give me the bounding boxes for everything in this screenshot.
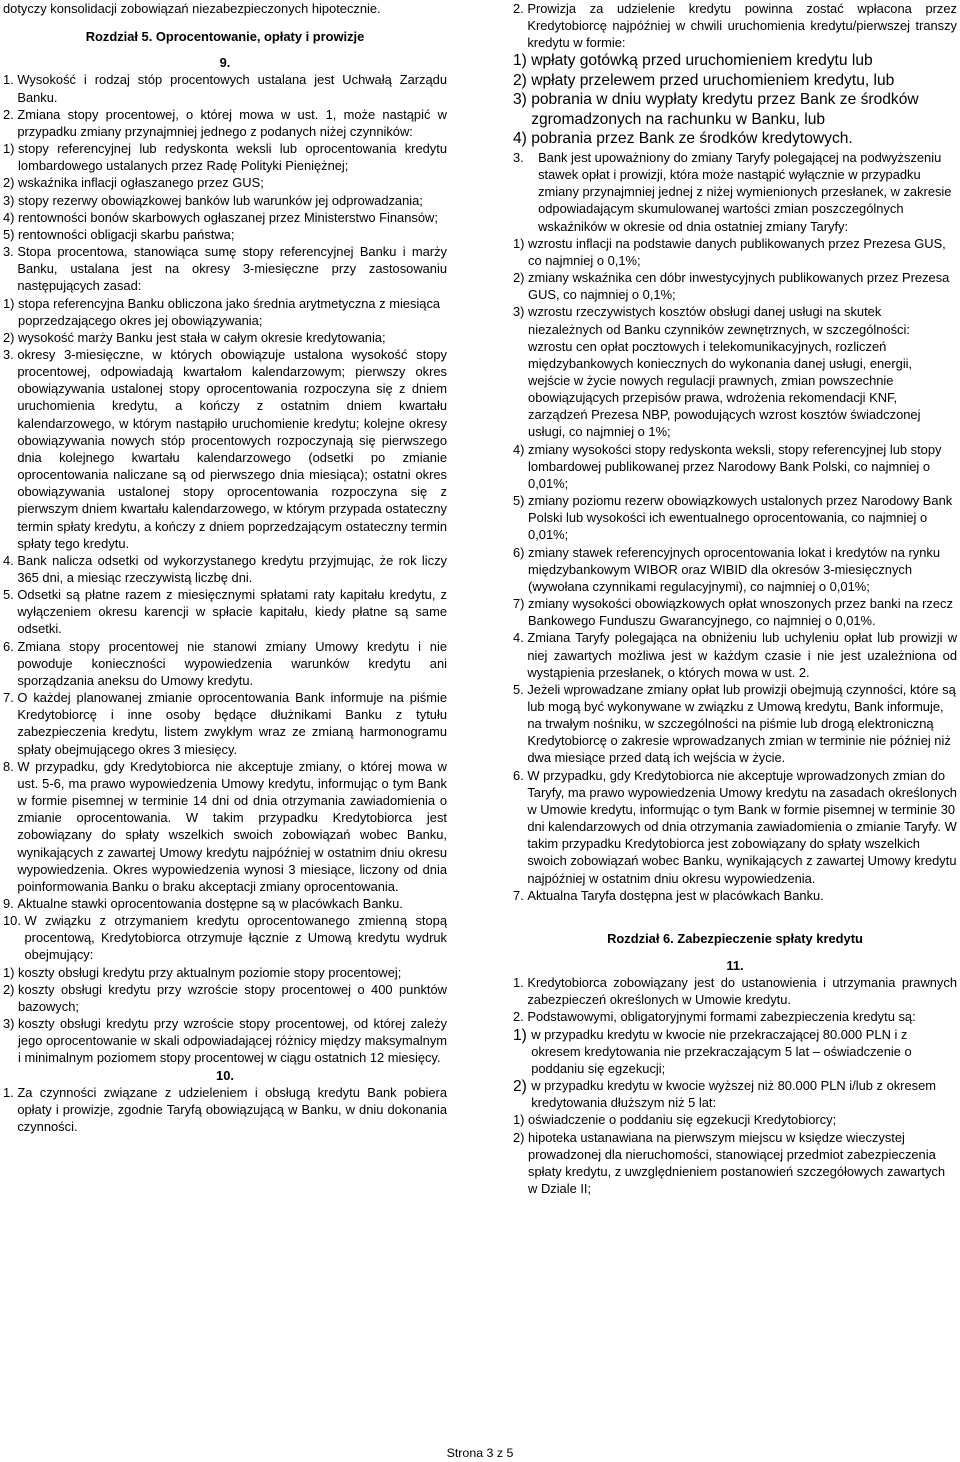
list-item — [3, 964, 447, 981]
item-number: 5) — [3, 226, 19, 242]
item-text: zmiany wskaźnika cen dóbr inwestycyjnych publikowanych przez Prezesa GUS, co najmniej o 0,1%; — [528, 270, 950, 303]
list-item — [513, 544, 957, 595]
item-text: wpłaty gotówką przed uruchomieniem kredytu lub — [531, 52, 873, 70]
item-number: 7) — [513, 596, 529, 612]
item-text: W związku z otrzymaniem kredytu oprocentowanego zmienną stopą procentową, Kredytobiorca otrzymuje łącznie z Umową kredytu wydruk obejmujący: — [24, 913, 447, 963]
item-number: 4) — [513, 130, 532, 148]
item-number: 1) — [513, 1026, 532, 1044]
list-item — [3, 895, 447, 912]
item-text: Bank jest upoważniony do zmiany Taryfy polegającej na podwyższeniu stawek opłat i prowizji, która może nastąpić wyłącznie w przypadku zmiany przynajmniej jednej z niżej wymienionych przesłanek, w zakresie odpowiadającym skumulowanej wartości zmian poszczególnych wskaźników w okresie od dnia ostatniej zmiany Taryfy: — [538, 149, 952, 234]
list-item — [3, 329, 447, 346]
item-number: 1) — [513, 52, 532, 70]
item-number: 7. — [3, 690, 18, 706]
item-text: Stopa procentowa, stanowiąca sumę stopy referencyjnej Banku i marży Banku, ustalana jest na okresy 3-miesięczne przy zastosowaniu następujących zasad: — [17, 244, 447, 294]
list-item — [3, 140, 447, 174]
item-text: pobrania przez Bank ze środków kredytowych. — [531, 130, 853, 148]
item-text: zmiany stawek referencyjnych oprocentowania lokat i kredytów na rynku międzybankowym WIBOR oraz WIBID dla okresów 3-miesięcznych (wywołana czynnikami regulacyjnymi), co najmniej o 0,01%; — [528, 544, 941, 594]
item-number: 2) — [3, 329, 19, 345]
list-item — [513, 492, 957, 543]
list-item — [513, 1026, 957, 1077]
item-text: wysokość marży Banku jest stała w całym okresie kredytowania; — [18, 329, 386, 345]
item-number: 1. — [513, 975, 528, 991]
item-number: 6) — [513, 544, 529, 560]
list-item — [513, 441, 957, 492]
section-heading: 11. — [726, 958, 744, 973]
item-text: koszty obsługi kredytu przy aktualnym poziomie stopy procentowej; — [18, 964, 402, 980]
list-item — [3, 689, 447, 758]
item-text: stopy rezerwy obowiązkowej banków lub warunków jej odprowadzania; — [18, 192, 423, 208]
list-item — [3, 346, 447, 552]
item-number: 3) — [513, 91, 532, 109]
item-number: 2. — [513, 1, 528, 16]
item-number: 1) — [3, 964, 19, 980]
item-text: zmiany wysokości obowiązkowych opłat wnoszonych przez banki na rzecz Bankowego Funduszu Gwarancyjnego, co najmniej o 0,01%. — [528, 596, 953, 629]
item-text: zmiany poziomu rezerw obowiązkowych ustalonych przez Narodowy Bank Polski lub wysokości ich ewentualnego oprocentowania, co najmniej o 0,01%; — [528, 493, 953, 543]
item-text: Za czynności związane z udzieleniem i obsługą kredytu Bank pobiera opłaty i prowizje, zgodnie Taryfą obowiązującą w Banku, w dniu dokonania czynności. — [17, 1084, 447, 1134]
list-item — [3, 758, 447, 895]
item-text: wpłaty przelewem przed uruchomieniem kredytu, lub — [531, 71, 895, 89]
item-text: okresy 3-miesięczne, w których obowiązuje ustalona wysokość stopy procentowej, odpowiadają kwartałom kalendarzowym; pierwszy okres obowiązywania ustalonej stopy oprocentowania rozpoczyna się z dniem uruchomienia kredytu, a kończy z ostatnim dniem kwartału kalendarzowego, w którym nastąpiło uruchomienie kredytu; kolejne okresy obowiązywania nowych stóp procentowych rozpoczynają się pierwszego dnia kolejnego kwartału kalendarzowego (odsetki po zmianie oprocentowania naliczane są od pierwszego dnia miesiąca); ostatni okres obowiązywania ustalonej stopy oprocentowania rozpoczyna się z pierwszym dniem kwartału kalendarzowego, w którym przypada ostateczny termin spłaty kredytu, a kończy z dniem poprzedzającym ostateczny termin spłaty tego kredytu. — [17, 346, 447, 551]
item-number: 5. — [3, 587, 18, 603]
item-number: 3) — [3, 1016, 19, 1032]
item-number: 5) — [513, 493, 529, 509]
list-item — [513, 269, 957, 303]
list-item — [3, 1084, 447, 1135]
item-number: 9. — [3, 895, 18, 911]
list-item — [3, 586, 447, 637]
item-number: 1) — [3, 141, 19, 157]
item-text: stopy referencyjnej lub redyskonta weksli lub oprocentowania kredytu lombardowego ustalanych przez Radę Polityki Pieniężnej; — [18, 141, 447, 174]
item-number: 8. — [3, 758, 18, 774]
list-item — [513, 629, 957, 680]
list-item — [513, 1111, 957, 1128]
list-item — [3, 174, 447, 191]
item-number: 3. — [3, 346, 18, 362]
list-item — [513, 767, 957, 887]
page-number: Strona 3 z 5 — [446, 1446, 514, 1460]
item-number: 3) — [3, 192, 19, 208]
item-number: 1. — [3, 72, 18, 88]
item-number: 1) — [513, 235, 529, 251]
item-number: 2) — [3, 981, 19, 997]
section-heading: 9. — [219, 55, 231, 71]
list-item — [513, 595, 957, 629]
list-item — [513, 974, 957, 1008]
list-item — [3, 1015, 447, 1066]
list-item — [3, 71, 447, 105]
item-number: 2. — [3, 106, 18, 122]
item-text: stopa referencyjna Banku obliczona jako średnia arytmetyczna z miesiąca poprzedzającego okres jej obowiązywania; — [18, 295, 441, 328]
item-number: 2) — [513, 1078, 532, 1096]
list-item — [513, 90, 957, 129]
section-heading: Rozdział 6. Zabezpieczenie spłaty kredytu — [607, 930, 863, 946]
item-number: 4. — [513, 630, 528, 646]
item-text: rentowności bonów skarbowych ogłaszanej przez Ministerstwo Finansów; — [18, 209, 438, 225]
item-text: koszty obsługi kredytu przy wzroście stopy procentowej, od której zależy jego oprocentowanie w skali odpowiadającej różnicy między maksymalnym i minimalnym poziomem stopy procentowej w ciągu ostatnich 12 miesięcy. — [18, 1016, 447, 1066]
list-item — [513, 1008, 957, 1025]
left-column — [3, 0, 447, 1135]
item-number: 2. — [513, 1009, 528, 1025]
item-number: 1. — [3, 1084, 18, 1100]
item-number: 2) — [513, 1129, 529, 1145]
item-text: zmiany wysokości stopy redyskonta weksli, stopy referencyjnej lub stopy lombardowej publikowanej przez Narodowy Bank Polski, co najmniej o 0,01%; — [528, 441, 942, 491]
item-text: w przypadku kredytu w kwocie wyższej niż 80.000 PLN i/lub z okresem kredytowania dłuższym niż 5 lat: — [531, 1078, 936, 1111]
list-item — [3, 295, 447, 329]
item-number: 7. — [513, 887, 528, 903]
item-text: Aktualne stawki oprocentowania dostępne są w placówkach Banku. — [17, 895, 403, 911]
item-text: O każdej planowanej zmianie oprocentowania Bank informuje na piśmie Kredytobiorcę i inne osoby będące dłużnikami Banku z tytułu zabezpieczenia kredytu, listem zwykłym wraz ze zmianą harmonogramu spłaty obejmującego okres 3 miesięcy. — [17, 690, 447, 757]
item-number: 3. — [3, 244, 18, 260]
list-item — [513, 129, 957, 149]
item-text: Podstawowymi, obligatoryjnymi formami zabezpieczenia kredytu są: — [527, 1009, 916, 1025]
list-item — [3, 209, 447, 226]
section-heading: Rozdział 5. Oprocentowanie, opłaty i prowizje — [85, 29, 365, 45]
item-text: w przypadku kredytu w kwocie nie przekraczającej 80.000 PLN i z okresem kredytowania nie przekraczającym 5 lat – oświadczenie o poddaniu się egzekucji; — [531, 1026, 912, 1076]
list-item — [3, 106, 447, 140]
item-number: 6. — [513, 767, 528, 783]
list-item — [513, 681, 957, 767]
item-text: W przypadku, gdy Kredytobiorca nie akceptuje zmiany, o której mowa w ust. 5-6, ma prawo wypowiedzenia Umowy kredytu, informując o tym Bank w formie pisemnej w terminie 14 dni od dnia otrzymania zawiadomienia o zmianie oprocentowania. W takim przypadku Kredytobiorca jest zobowiązany do spłaty wszelkich swoich zobowiązań wobec Banku, wynikających z zawartej Umowy kredytu najpóźniej w ostatnim dniu okresu wypowiedzenia. Okres wypowiedzenia wynosi 3 miesiące, liczony od dnia poinformowania Banku o braku akceptacji zmiany oprocentowania. — [17, 758, 447, 894]
list-item — [513, 235, 957, 269]
list-item — [513, 51, 957, 71]
item-number: 6. — [3, 638, 18, 654]
list-item — [3, 243, 447, 294]
item-number: 4. — [3, 552, 18, 568]
section-heading: 10. — [216, 1067, 234, 1083]
list-item — [513, 1077, 957, 1111]
item-text: Zmiana Taryfy polegająca na obniżeniu lub uchyleniu opłat lub prowizji w niej zawartych możliwa jest w każdym czasie i nie jest uzależniona od wystąpienia przesłanek, o których mowa w ust. 2. — [527, 630, 957, 680]
item-text: wzrostu rzeczywistych kosztów obsługi danej usługi na skutek niezależnych od Banku czynników zewnętrznych, w szczególności: wzrostu cen opłat pocztowych i telekomunikacyjnych, rozliczeń międzybankowych koniecznych do wykonania danej usługi, energii, wejście w życie nowych regulacji prawnych, zmian powszechnie obowiązujących przepisów prawa, wdrożenia rekomendacji KNF, zarządzeń Prezesa NBP, powodujących wzrost kosztów świadczonej usługi, co najmniej o 1%; — [528, 304, 921, 440]
item-text: oświadczenie o poddaniu się egzekucji Kredytobiorcy; — [528, 1112, 837, 1128]
item-text: rentowności obligacji skarbu państwa; — [18, 226, 235, 242]
list-item — [513, 1129, 957, 1198]
item-text: wzrostu inflacji na podstawie danych publikowanych przez Prezesa GUS, co najmniej o 0,1%; — [528, 235, 946, 268]
item-number: 2) — [3, 175, 19, 191]
list-item — [3, 192, 447, 209]
item-number: 2) — [513, 270, 529, 286]
list-item — [3, 638, 447, 689]
item-number: 3. — [513, 149, 539, 165]
item-text: Kredytobiorca zobowiązany jest do ustanowienia i utrzymania prawnych zabezpieczeń określonych w Umowie kredytu. — [527, 975, 957, 1008]
item-text: Prowizja za udzielenie kredytu powinna zostać wpłacona przez Kredytobiorcę najpóźniej w chwili uruchomienia kredytu/pierwszej transzy kredytu w formie: — [527, 1, 957, 51]
item-text: Bank nalicza odsetki od wykorzystanego kredytu przyjmując, że rok liczy 365 dni, a miesiąc rzeczywistą liczbę dni. — [17, 552, 447, 585]
item-text: Jeżeli wprowadzane zmiany opłat lub prowizji obejmują czynności, które są lub mogą być wykonywane w związku z Umową kredytu, Bank informuje, na trwałym nośniku, w szczególności na piśmie lub drogą elektroniczną Kredytobiorcę o zakresie wprowadzanych zmian w terminie nie później niż dwa miesiące przed datą ich wejścia w życie. — [527, 681, 956, 766]
list-item — [513, 0, 957, 51]
list-item — [513, 71, 957, 91]
item-number: 1) — [513, 1112, 529, 1128]
list-item — [513, 149, 957, 235]
right-column — [513, 0, 957, 1197]
item-number: 5. — [513, 681, 528, 697]
item-text: wskaźnika inflacji ogłaszanego przez GUS; — [18, 175, 264, 191]
item-number: 4) — [513, 441, 529, 457]
paragraph: dotyczy konsolidacji zobowiązań niezabezpieczonych hipotecznie. — [3, 1, 381, 16]
item-number: 1) — [3, 295, 19, 311]
list-item — [3, 552, 447, 586]
list-item — [513, 303, 957, 440]
item-number: 2) — [513, 71, 532, 89]
list-item — [3, 981, 447, 1015]
list-item — [3, 226, 447, 243]
list-item — [3, 912, 447, 963]
item-text: Odsetki są płatne razem z miesięcznymi spłatami raty kapitału kredytu, z wyłączeniem okresu karencji w spłacie kapitału, kiedy płatne są same odsetki. — [17, 587, 447, 637]
item-number: 3) — [513, 304, 529, 320]
item-text: Aktualna Taryfa dostępna jest w placówkach Banku. — [527, 887, 824, 903]
item-number: 4) — [3, 209, 19, 225]
item-text: W przypadku, gdy Kredytobiorca nie akceptuje wprowadzonych zmian do Taryfy, ma prawo wypowiedzenia Umowy kredytu na zasadach określonych w Umowie kredytu, informując o tym Bank w formie pisemnej w terminie 30 dni kalendarzowych od dnia otrzymania zawiadomienia o zmianie Taryfy. W takim przypadku Kredytobiorca jest zobowiązany do spłaty wszelkich swoich zobowiązań wobec Banku, wynikających z zawartej Umowy kredytu najpóźniej w ostatnim dniu okresu wypowiedzenia. — [527, 767, 957, 886]
item-text: pobrania w dniu wypłaty kredytu przez Bank ze środków zgromadzonych na rachunku w Banku, lub — [531, 91, 919, 128]
list-item — [513, 887, 957, 904]
item-text: Zmiana stopy procentowej nie stanowi zmiany Umowy kredytu i nie powoduje konieczności wypowiedzenia warunków kredytu ani sporządzania aneksu do Umowy kredytu. — [17, 638, 447, 688]
item-text: koszty obsługi kredytu przy wzroście stopy procentowej o 400 punktów bazowych; — [18, 981, 447, 1014]
item-text: Zmiana stopy procentowej, o której mowa w ust. 1, może nastąpić w przypadku zmiany przynajmniej jednego z podanych niżej czynników: — [17, 106, 447, 139]
item-text: Wysokość i rodzaj stóp procentowych ustalana jest Uchwałą Zarządu Banku. — [17, 72, 447, 105]
item-number: 10. — [3, 913, 25, 929]
item-text: hipoteka ustanawiana na pierwszym miejscu w księdze wieczystej prowadzonej dla nieruchomości, stanowiącej przedmiot zabezpieczenia spłaty kredytu, z uwzględnieniem postanowień szczegółowych zawartych w Dziale II; — [528, 1129, 946, 1197]
